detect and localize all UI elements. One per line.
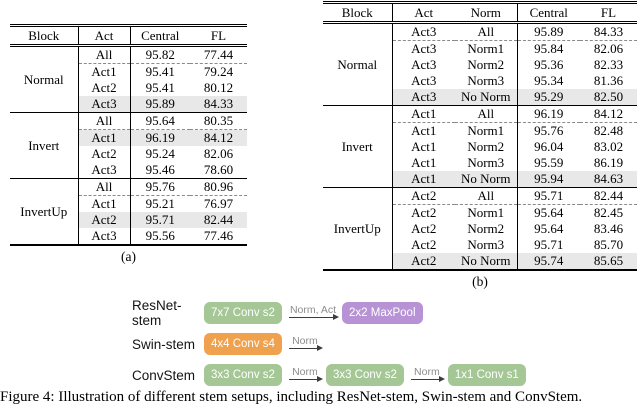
table-cell: 95.41: [130, 64, 190, 81]
table-cell: 79.24: [190, 64, 247, 81]
stem-row: [132, 364, 526, 386]
table-cell: 96.19: [130, 130, 190, 147]
table-cell: 78.60: [203, 162, 234, 177]
column-header: FL: [580, 3, 637, 23]
table-cell: 95.29: [517, 89, 580, 106]
stem-row: [132, 333, 526, 355]
table-cell: 80.35: [190, 113, 247, 130]
arrow-label: Norm, Act: [289, 304, 337, 316]
column-header: Block: [10, 26, 78, 46]
table-cell: All: [455, 188, 517, 205]
table-cell: 84.33: [580, 23, 637, 41]
table-cell: Act1: [78, 64, 130, 81]
table-cell: 95.24: [145, 146, 175, 161]
table-cell: Act3: [78, 228, 130, 245]
table-cell: Act2: [392, 253, 455, 270]
table-row: [10, 46, 247, 64]
table-cell: Act2: [411, 221, 437, 236]
arrow-label: Norm: [292, 366, 318, 378]
conv-box: 1x1 Conv s1: [448, 364, 526, 386]
table-cell: Act3: [411, 73, 437, 88]
table-cell: 95.64: [130, 113, 190, 130]
table-cell: All: [455, 106, 517, 123]
stem-diagram: [132, 298, 526, 395]
table-cell: Act3: [392, 23, 455, 41]
table-cell: Norm1: [455, 123, 517, 140]
results-table-b: [323, 1, 637, 271]
table-cell: All: [78, 113, 130, 130]
block-cell: Normal: [323, 23, 392, 106]
table-cell: Norm2: [455, 139, 517, 155]
table-cell: 95.76: [130, 179, 190, 196]
table-cell: 85.70: [593, 237, 624, 252]
table-cell: 76.97: [190, 196, 247, 213]
table-cell: All: [78, 46, 130, 64]
table-row: [323, 106, 637, 123]
table-cell: No Norm: [455, 89, 517, 106]
conv-box: 4x4 Conv s4: [204, 333, 282, 355]
table-cell: 95.71: [130, 212, 190, 228]
table-cell: Act1: [392, 106, 455, 123]
table-cell: 84.63: [580, 171, 637, 188]
table-cell: 95.64: [534, 221, 564, 236]
flow-arrow: [288, 302, 338, 324]
table-cell: No Norm: [455, 171, 517, 188]
table-row: [323, 188, 637, 205]
table-row: [323, 23, 637, 41]
stem-label: ResNet-stem: [132, 298, 182, 328]
table-cell: 82.06: [203, 146, 234, 161]
table-cell: 80.96: [190, 179, 247, 196]
table-cell: 84.12: [580, 106, 637, 123]
table-cell: 95.21: [130, 196, 190, 213]
figure-caption: Figure 4: Illustration of different stem setups, including ResNet-stem, Swin-stem and ConvStem.: [0, 389, 583, 405]
block-cell: Invert: [323, 106, 392, 188]
table-cell: 96.19: [517, 106, 580, 123]
table-cell: Act3: [78, 162, 130, 179]
column-header: Central: [130, 26, 190, 46]
table-b-container: [323, 1, 637, 289]
arrow-line-icon: [289, 317, 334, 318]
column-header: FL: [190, 26, 247, 46]
table-cell: 82.50: [580, 89, 637, 106]
conv-box: 3x3 Conv s2: [204, 364, 282, 386]
table-cell: 95.82: [130, 46, 190, 64]
conv-box: 7x7 Conv s2: [204, 302, 282, 324]
table-cell: Norm2: [455, 221, 517, 237]
table-a-header-row: [10, 26, 247, 46]
table-cell: 95.34: [534, 73, 564, 88]
block-cell: Invert: [10, 113, 78, 179]
table-a-container: [10, 24, 247, 264]
table-cell: 83.02: [593, 139, 624, 154]
table-cell: Act2: [392, 188, 455, 205]
flow-arrow: [288, 364, 322, 386]
table-cell: Act3: [392, 41, 455, 58]
table-cell: 82.33: [593, 57, 624, 72]
table-cell: Act2: [78, 80, 130, 96]
stem-label: Swin-stem: [132, 336, 196, 352]
table-cell: All: [78, 179, 130, 196]
table-cell: Norm1: [455, 41, 517, 58]
arrow-label: Norm: [414, 366, 440, 378]
table-cell: 95.64: [517, 205, 580, 222]
table-cell: Act2: [411, 237, 437, 252]
table-cell: 95.71: [534, 237, 564, 252]
table-cell: 84.12: [190, 130, 247, 147]
table-cell: Norm2: [455, 57, 517, 73]
table-cell: Norm3: [455, 155, 517, 171]
table-cell: Act2: [78, 212, 130, 228]
table-cell: All: [455, 23, 517, 41]
table-cell: 77.44: [190, 46, 247, 64]
table-cell: 86.19: [593, 155, 624, 170]
table-cell: Norm3: [455, 73, 517, 89]
table-cell: 83.46: [593, 221, 624, 236]
table-cell: 95.41: [145, 80, 175, 95]
table-cell: 82.44: [580, 188, 637, 205]
arrow-label: Norm: [292, 335, 318, 347]
table-cell: 77.46: [203, 228, 234, 243]
table-cell: 95.59: [534, 155, 564, 170]
table-cell: 81.36: [593, 73, 624, 88]
table-b-subcaption: (b): [472, 274, 488, 289]
stem-label: ConvStem: [132, 367, 196, 383]
table-cell: Act1: [78, 130, 130, 147]
stem-row: [132, 298, 526, 328]
flow-arrow: [410, 364, 444, 386]
table-cell: Act2: [78, 146, 130, 162]
block-cell: InvertUp: [323, 188, 392, 271]
table-cell: Act3: [392, 89, 455, 106]
maxpool-box: 2x2 MaxPool: [342, 302, 422, 324]
table-cell: Act1: [392, 171, 455, 188]
arrow-line-icon: [411, 379, 440, 380]
table-cell: 95.46: [145, 162, 175, 177]
table-cell: 82.44: [190, 212, 247, 228]
block-cell: InvertUp: [10, 179, 78, 246]
column-header: Norm: [455, 3, 517, 23]
table-cell: 95.36: [534, 57, 564, 72]
table-cell: Act1: [411, 155, 437, 170]
table-cell: 95.84: [517, 41, 580, 58]
column-header: Act: [78, 26, 130, 46]
table-cell: 85.65: [580, 253, 637, 270]
table-cell: 95.94: [517, 171, 580, 188]
table-cell: Act1: [78, 196, 130, 213]
column-header: Block: [323, 3, 392, 23]
table-cell: Act1: [411, 139, 437, 154]
column-header: Central: [517, 3, 580, 23]
table-a-subcaption: (a): [121, 249, 136, 264]
table-cell: Act1: [392, 123, 455, 140]
table-cell: 95.74: [517, 253, 580, 270]
block-cell: Normal: [10, 46, 78, 113]
table-cell: Act3: [411, 57, 437, 72]
flow-arrow: [288, 333, 322, 355]
table-cell: 95.89: [517, 23, 580, 41]
table-b-header-row: [323, 3, 637, 23]
table-cell: 82.45: [580, 205, 637, 222]
arrow-line-icon: [289, 348, 318, 349]
table-cell: Norm1: [455, 205, 517, 222]
table-cell: 82.06: [580, 41, 637, 58]
table-cell: 96.04: [534, 139, 564, 154]
table-cell: 95.56: [145, 228, 175, 243]
table-row: [10, 113, 247, 130]
table-cell: No Norm: [455, 253, 517, 270]
table-cell: 82.48: [580, 123, 637, 140]
arrow-line-icon: [289, 379, 318, 380]
table-cell: 95.76: [517, 123, 580, 140]
table-cell: Act3: [78, 96, 130, 113]
column-header: Act: [392, 3, 455, 23]
table-cell: 95.89: [130, 96, 190, 113]
table-cell: 80.12: [203, 80, 234, 95]
table-cell: 95.71: [517, 188, 580, 205]
results-table-a: [10, 24, 247, 246]
conv-box: 3x3 Conv s2: [326, 364, 404, 386]
table-cell: Act2: [392, 205, 455, 222]
table-cell: 84.33: [190, 96, 247, 113]
table-row: [10, 179, 247, 196]
table-cell: Norm3: [455, 237, 517, 253]
